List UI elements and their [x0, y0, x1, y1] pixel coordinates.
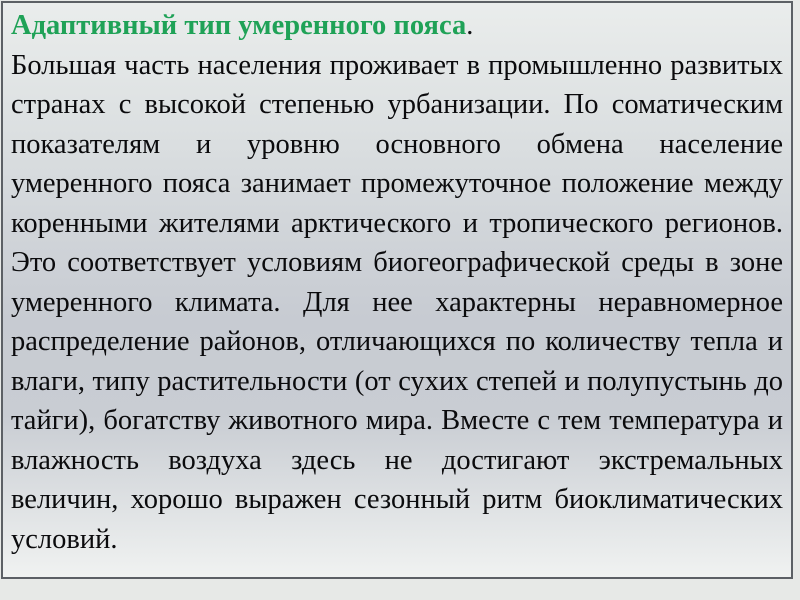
slide-title: Адаптивный тип умеренного пояса	[11, 10, 467, 41]
slide-paragraph	[11, 6, 783, 559]
slide-title-period: .	[466, 10, 474, 41]
slide-body-text: Большая часть населения проживает в промышленно развитых странах с высокой степенью урбанизации. По соматическим показателям и уровню основного обмена население умеренного пояса занимает промежуточное положение между коренными жителями арктического и тропического регионов. Это соответствует условиям биогеографической среды в зоне умеренного климата. Для нее характерны неравномерное распределение районов, отличающихся по количеству тепла и влаги, типу растительности (от сухих степей и полупустынь до тайги), богатству животного мира. Вместе с тем температура и влажность воздуха здесь не достигают экстремальных величин, хорошо выражен сезонный ритм биоклиматических условий.	[11, 49, 783, 555]
slide-text-box	[1, 1, 793, 579]
